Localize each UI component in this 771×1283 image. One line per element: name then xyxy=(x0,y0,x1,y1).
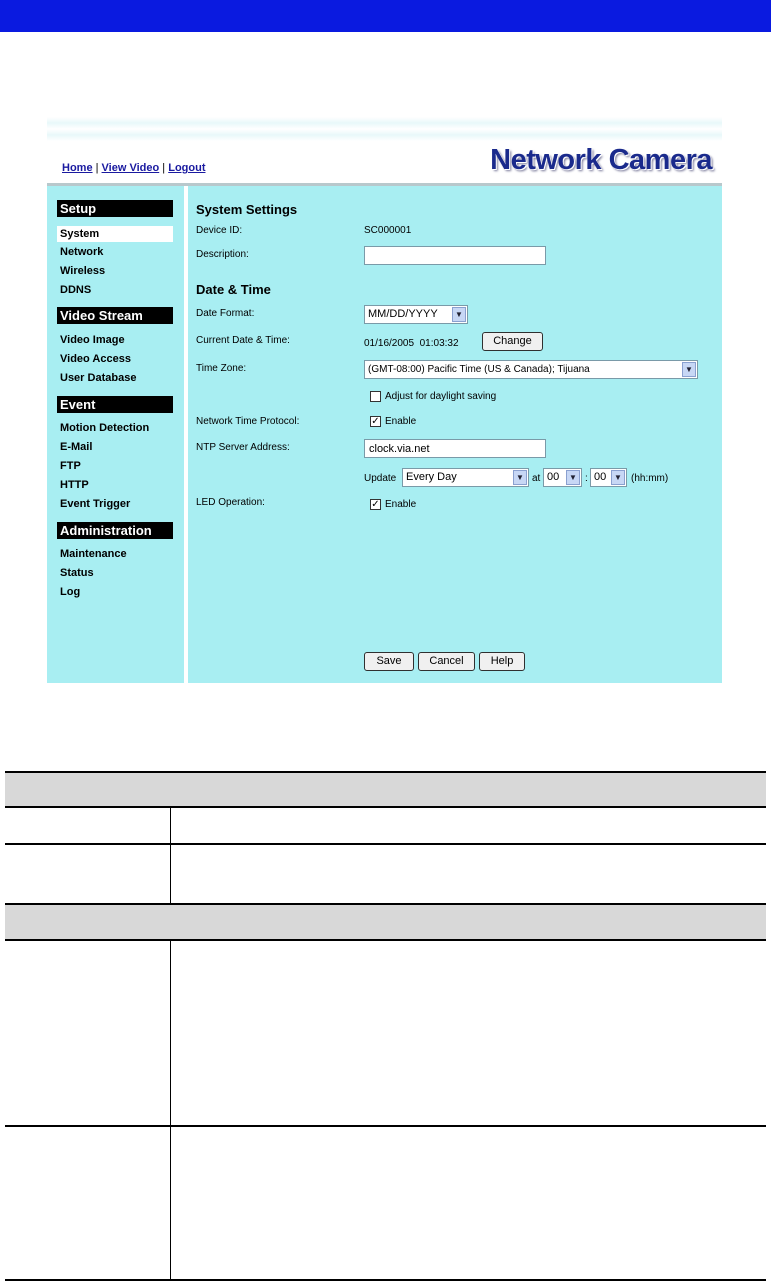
sidebar-item-email[interactable]: E-Mail xyxy=(60,441,93,453)
table-rule xyxy=(5,1279,766,1281)
sidebar-item-network[interactable]: Network xyxy=(60,246,104,258)
home-link[interactable]: Home xyxy=(62,162,93,174)
sidebar-section-setup: Setup xyxy=(57,200,173,217)
table-section-row xyxy=(5,773,766,807)
daylight-saving-checkbox[interactable] xyxy=(370,391,381,402)
description-input[interactable] xyxy=(364,246,546,265)
view-video-link[interactable]: View Video xyxy=(101,162,160,174)
sidebar-item-log[interactable]: Log xyxy=(60,586,81,598)
sidebar-item-wireless[interactable]: Wireless xyxy=(60,265,106,277)
sidebar-section-administration: Administration xyxy=(57,522,173,539)
chevron-down-icon: ▼ xyxy=(452,307,466,322)
table-column-rule xyxy=(170,808,171,903)
ntp-enable-checkbox[interactable] xyxy=(370,416,381,427)
device-id-value: SC000001 xyxy=(364,225,412,236)
sidebar-item-maintenance[interactable]: Maintenance xyxy=(60,548,127,560)
daylight-saving-label: Adjust for daylight saving xyxy=(385,391,497,402)
table-section-row xyxy=(5,905,766,939)
minute-value: 00 xyxy=(594,471,607,483)
sidebar-item-event-trigger[interactable]: Event Trigger xyxy=(60,498,131,510)
top-links xyxy=(62,162,205,174)
hhmm-hint: (hh:mm) xyxy=(631,473,669,484)
table-rule xyxy=(5,843,766,845)
current-date-time-value: 01/16/2005 01:03:32 xyxy=(364,338,459,349)
time-zone-select[interactable] xyxy=(364,360,698,379)
hour-select[interactable] xyxy=(543,468,582,487)
led-enable-checkbox[interactable] xyxy=(370,499,381,510)
product-logo: Network Camera xyxy=(490,144,712,176)
table-rule xyxy=(5,903,766,905)
chevron-down-icon: ▼ xyxy=(566,470,580,485)
chevron-down-icon: ▼ xyxy=(513,470,527,485)
minute-select[interactable] xyxy=(590,468,627,487)
chevron-down-icon: ▼ xyxy=(682,362,696,377)
sidebar-section-event: Event xyxy=(57,396,173,413)
table-rule xyxy=(5,939,766,941)
link-separator: | xyxy=(162,162,166,174)
link-separator: | xyxy=(95,162,99,174)
date-format-select[interactable] xyxy=(364,305,468,324)
table-rule xyxy=(5,806,766,808)
save-button[interactable]: Save xyxy=(364,652,414,671)
table-rule xyxy=(5,1125,766,1127)
table-rule xyxy=(5,771,766,773)
sidebar-item-user-database[interactable]: User Database xyxy=(60,372,137,384)
date-format-value: MM/DD/YYYY xyxy=(368,308,438,320)
current-date-time-label: Current Date & Time: xyxy=(196,335,290,346)
ntp-server-input[interactable] xyxy=(364,439,546,458)
cancel-button[interactable]: Cancel xyxy=(418,652,475,671)
sidebar-item-video-image[interactable]: Video Image xyxy=(60,334,125,346)
help-button[interactable]: Help xyxy=(479,652,525,671)
sidebar-item-ftp[interactable]: FTP xyxy=(60,460,81,472)
sidebar-item-video-access[interactable]: Video Access xyxy=(60,353,131,365)
ntp-enable-label: Enable xyxy=(385,416,417,427)
sidebar xyxy=(47,186,184,683)
ntp-label: Network Time Protocol: xyxy=(196,416,300,427)
sidebar-item-status[interactable]: Status xyxy=(60,567,94,579)
sidebar-item-http[interactable]: HTTP xyxy=(60,479,89,491)
time-colon: : xyxy=(585,473,588,484)
camera-header xyxy=(47,117,722,183)
ntp-server-label: NTP Server Address: xyxy=(196,442,290,453)
date-format-label: Date Format: xyxy=(196,308,255,319)
table-column-rule xyxy=(170,941,171,1279)
update-frequency-value: Every Day xyxy=(406,471,457,483)
description-label: Description: xyxy=(196,249,249,260)
at-label: at xyxy=(532,473,541,484)
time-zone-value: (GMT-08:00) Pacific Time (US & Canada); Tijuana xyxy=(368,364,590,375)
logout-link[interactable]: Logout xyxy=(168,162,206,174)
system-settings-heading: System Settings xyxy=(196,202,298,217)
main-panel xyxy=(188,186,722,683)
network-camera-ui xyxy=(47,117,722,683)
sidebar-section-video-stream: Video Stream xyxy=(57,307,173,324)
led-enable-label: Enable xyxy=(385,499,417,510)
device-id-label: Device ID: xyxy=(196,225,243,236)
update-label: Update xyxy=(364,473,397,484)
led-operation-label: LED Operation: xyxy=(196,497,265,508)
hour-value: 00 xyxy=(547,471,560,483)
chevron-down-icon: ▼ xyxy=(611,470,625,485)
time-zone-label: Time Zone: xyxy=(196,363,247,374)
update-frequency-select[interactable] xyxy=(402,468,529,487)
sidebar-item-motion-detection[interactable]: Motion Detection xyxy=(60,422,150,434)
sidebar-item-system[interactable]: System xyxy=(57,226,173,242)
date-time-heading: Date & Time xyxy=(196,282,271,297)
change-button[interactable]: Change xyxy=(482,332,543,351)
checkmark-icon: ✓ xyxy=(371,416,380,427)
checkmark-icon: ✓ xyxy=(371,499,380,510)
document-title-bar xyxy=(0,0,771,32)
sidebar-item-ddns[interactable]: DDNS xyxy=(60,284,92,296)
